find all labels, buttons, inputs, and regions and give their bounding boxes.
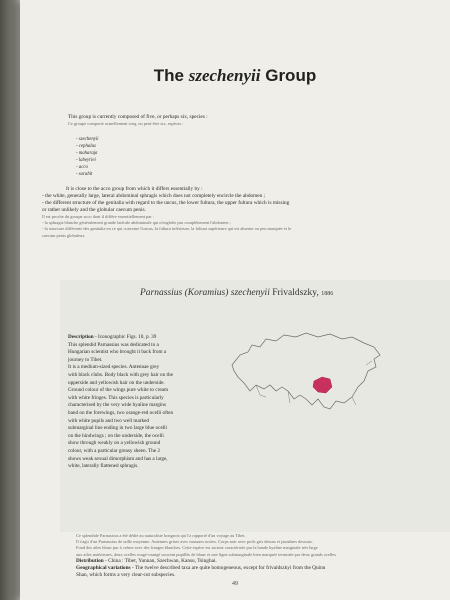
description-line: It is a medium-sized species. Antennae grey xyxy=(68,364,160,371)
description-line: white, laterally flattened sphragis. xyxy=(68,463,139,470)
comparison-line: - the white, generally large, lateral abdominal sphragis which does not completely encircle the abdomen ; xyxy=(42,193,266,199)
distribution-line: Distribution - China : Tibet, Yunnan, Szechwan, Kansu, Tsinghai. xyxy=(76,558,217,564)
description-line: upperside and yellowish hair on the underside. xyxy=(68,379,165,386)
description-line: Ground colour of the wings pure white to cream xyxy=(68,387,168,394)
species-list xyxy=(76,136,99,178)
comparison-line-fr: Il est proche du groupe acco dont il diffère essentiellement par : xyxy=(42,214,154,219)
comparison-line-fr: - la structure différente des genitalia en ce qui concerne l'uncus, la fultura inférieure, la fultura supérieure qui est absente ou peu marquée et le xyxy=(42,226,292,232)
distribution-block xyxy=(76,558,431,579)
intro-english: This group is currently composed of five, or perhaps six, species : xyxy=(68,114,208,120)
species-item: - szechenyii xyxy=(76,137,99,142)
species-item: - acco xyxy=(76,165,88,170)
comparison-line: - the different structure of the genitalia with regard to the uncus, the lower fultura, the upper fultura which is missing xyxy=(42,200,290,206)
species-item: - cephalus xyxy=(76,144,96,149)
description-line: with white fringes. This species is particularly xyxy=(68,394,164,401)
page-number: 49 xyxy=(232,581,238,587)
comparison-line-fr: - la sphragis blanche généralement grande latérale abdominale qui n'englobe pas complètement l'abdomen ; xyxy=(42,220,231,226)
description-line: journey to Tibet. xyxy=(68,356,103,363)
description-line: characterised by the very wide hyaline margins xyxy=(68,402,166,409)
french-line: Ce splendide Parnassius a été dédié au naturaliste hongrois qui l'a rapporté d'un voyage au Tibet. xyxy=(76,533,246,538)
species-heading: Parnassius (Koramius) szechenyii Frivaldszky, 1886 xyxy=(140,288,334,298)
french-description xyxy=(76,533,431,558)
comparison-block xyxy=(42,186,442,239)
description-line: Hungarian scientist who brought it back from a xyxy=(68,349,167,356)
intro-block xyxy=(68,114,208,127)
book-page xyxy=(20,0,450,600)
description-line: colour, with a particular greasy sheen. The 2 xyxy=(68,447,161,454)
description-line: shows weak sexual dimorphism and has a large, xyxy=(68,455,168,462)
description-line: band on the forewings, two orange-red ocelli often xyxy=(68,409,174,416)
species-item: - sorabit xyxy=(76,172,93,177)
comparison-line: or rather unlikely and the globular caecum penis. xyxy=(42,207,146,213)
book-gutter xyxy=(0,0,20,600)
description-line: on the hindwings ; on the underside, the ocelli xyxy=(68,432,164,439)
distribution-map xyxy=(226,325,386,420)
eurasia-outline xyxy=(232,333,380,409)
comparison-line-fr: caecum penis globuleux. xyxy=(42,232,86,238)
species-item: - maharaja xyxy=(76,151,98,156)
intro-french: Ce groupe comporte actuellement cinq, ou peut-être six, espèces : xyxy=(68,121,184,126)
description-line: show through weakly on a yellowish ground xyxy=(68,440,161,447)
geographical-line: Geographical variations - The twelve described taxa are quite homogeneous, except for frivaldszkyi from the Quinn xyxy=(76,565,326,571)
range-highlight xyxy=(313,377,332,393)
french-line: Il s'agit d'un Parnassius de taille moyenne. Antennes grises avec massues noires. Corps noir avec poils gris dessus et jaunâtres dessous. xyxy=(76,539,313,545)
description-heading: Description - Iconographic Figs. 10, p. 39 xyxy=(68,334,157,340)
geographical-line: Shan, which forms a very clear-cut subspecies. xyxy=(76,572,176,578)
description-line: with white pupils and two well marked xyxy=(68,417,149,424)
comparison-line: It is close to the acco group from which it differs essentially by : xyxy=(66,186,203,192)
french-line: aux ailes antérieures, deux ocelles rouge-orangé souvent pupillés de blanc et une ligne submarginale bien marquée terminée par deux grands ocelles xyxy=(76,551,336,557)
species-item: - labeyriei xyxy=(76,158,96,163)
description-line: This splendid Parnassius was dedicated to a xyxy=(68,341,159,348)
french-line: Fond des ailes blanc pur à crème avec des franges blanches. Cette espèce est surtout caractérisée par la bande hyaline marginale très large xyxy=(76,545,318,551)
species-plate xyxy=(60,280,450,532)
description-line: submarginal line ending in two large blue ocelli xyxy=(68,425,168,432)
page-title: The szechenyii Group xyxy=(153,66,317,85)
description-column xyxy=(68,334,218,471)
description-line: with black clubs. Body black with grey hair on the xyxy=(68,371,173,378)
